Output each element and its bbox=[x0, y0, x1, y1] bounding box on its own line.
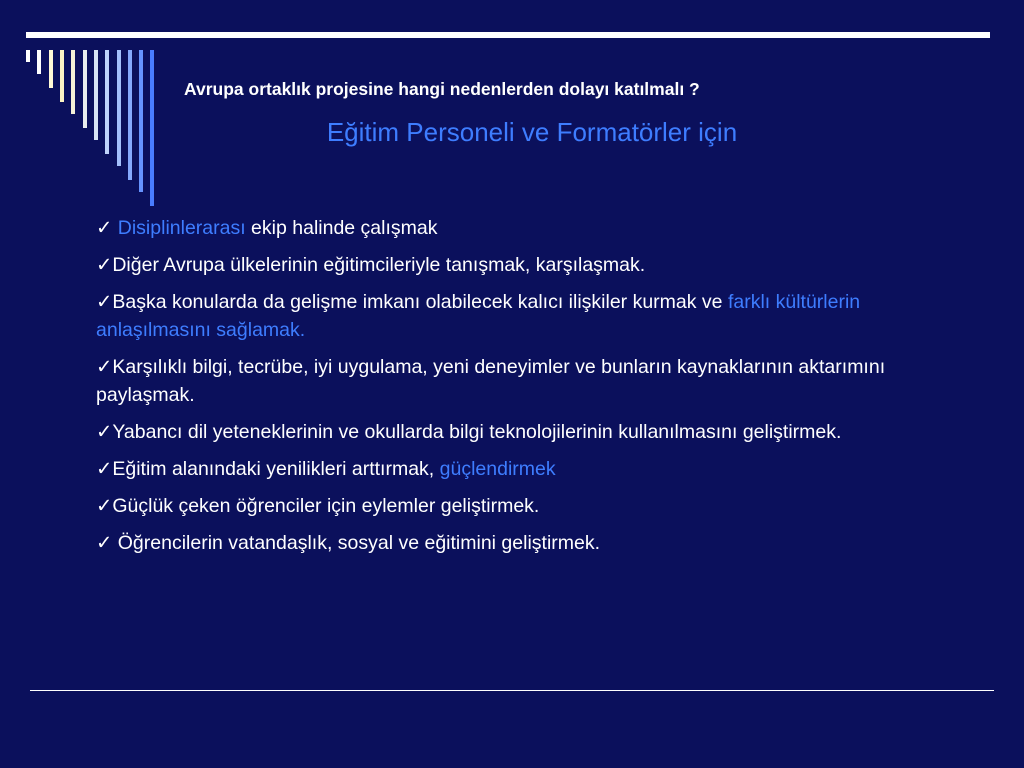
item-highlight: Disiplinlerarası bbox=[117, 217, 246, 239]
checkmark-icon: ✓ bbox=[96, 532, 113, 554]
list-item bbox=[96, 529, 956, 557]
list-item bbox=[96, 214, 956, 242]
checkmark-icon: ✓ bbox=[96, 254, 113, 276]
item-text: Güçlük çeken öğrenciler için eylemler geliştirmek. bbox=[112, 495, 540, 517]
list-item bbox=[96, 288, 956, 344]
checkmark-icon: ✓ bbox=[96, 217, 113, 239]
decorative-bar bbox=[128, 50, 132, 180]
list-item bbox=[96, 455, 956, 483]
checkmark-icon: ✓ bbox=[96, 495, 113, 517]
list-item bbox=[96, 418, 956, 446]
decorative-bar bbox=[117, 50, 121, 166]
checkmark-icon: ✓ bbox=[96, 421, 113, 443]
slide-subtitle: Eğitim Personeli ve Formatörler için bbox=[326, 117, 738, 147]
checkmark-icon: ✓ bbox=[96, 291, 113, 313]
item-text: Eğitim alanındaki yenilikleri arttırmak, bbox=[112, 458, 440, 480]
item-highlight: güçlendirmek bbox=[439, 458, 556, 480]
slide-title: Avrupa ortaklık projesine hangi nedenlerden dolayı katılmalı ? bbox=[184, 79, 700, 99]
item-text: ekip halinde çalışmak bbox=[245, 217, 438, 239]
item-highlight: farklı kültürlerin anlaşılmasını sağlamak. bbox=[96, 291, 861, 341]
bullet-list bbox=[96, 214, 956, 566]
decorative-bar bbox=[71, 50, 75, 114]
item-text: Başka konularda da gelişme imkanı olabilecek kalıcı ilişkiler kurmak ve bbox=[112, 291, 728, 313]
decorative-bar bbox=[37, 50, 41, 74]
item-text: Diğer Avrupa ülkelerinin eğitimcileriyle tanışmak, karşılaşmak. bbox=[112, 254, 646, 276]
list-item bbox=[96, 353, 956, 409]
list-item bbox=[96, 492, 956, 520]
item-text: Yabancı dil yeteneklerinin ve okullarda bilgi teknolojilerinin kullanılmasını geliştirmek. bbox=[112, 421, 842, 443]
decorative-bar bbox=[26, 50, 30, 62]
item-text: Karşılıklı bilgi, tecrübe, iyi uygulama, yeni deneyimler ve bunların kaynaklarının aktarımını paylaşmak. bbox=[96, 356, 886, 406]
top-rule bbox=[26, 32, 990, 38]
list-item bbox=[96, 251, 956, 279]
decorative-bar bbox=[60, 50, 64, 102]
bottom-rule bbox=[30, 690, 994, 691]
item-text: Öğrencilerin vatandaşlık, sosyal ve eğitimini geliştirmek. bbox=[117, 532, 601, 554]
decorative-bar bbox=[49, 50, 53, 88]
checkmark-icon: ✓ bbox=[96, 458, 113, 480]
checkmark-icon: ✓ bbox=[96, 356, 113, 378]
